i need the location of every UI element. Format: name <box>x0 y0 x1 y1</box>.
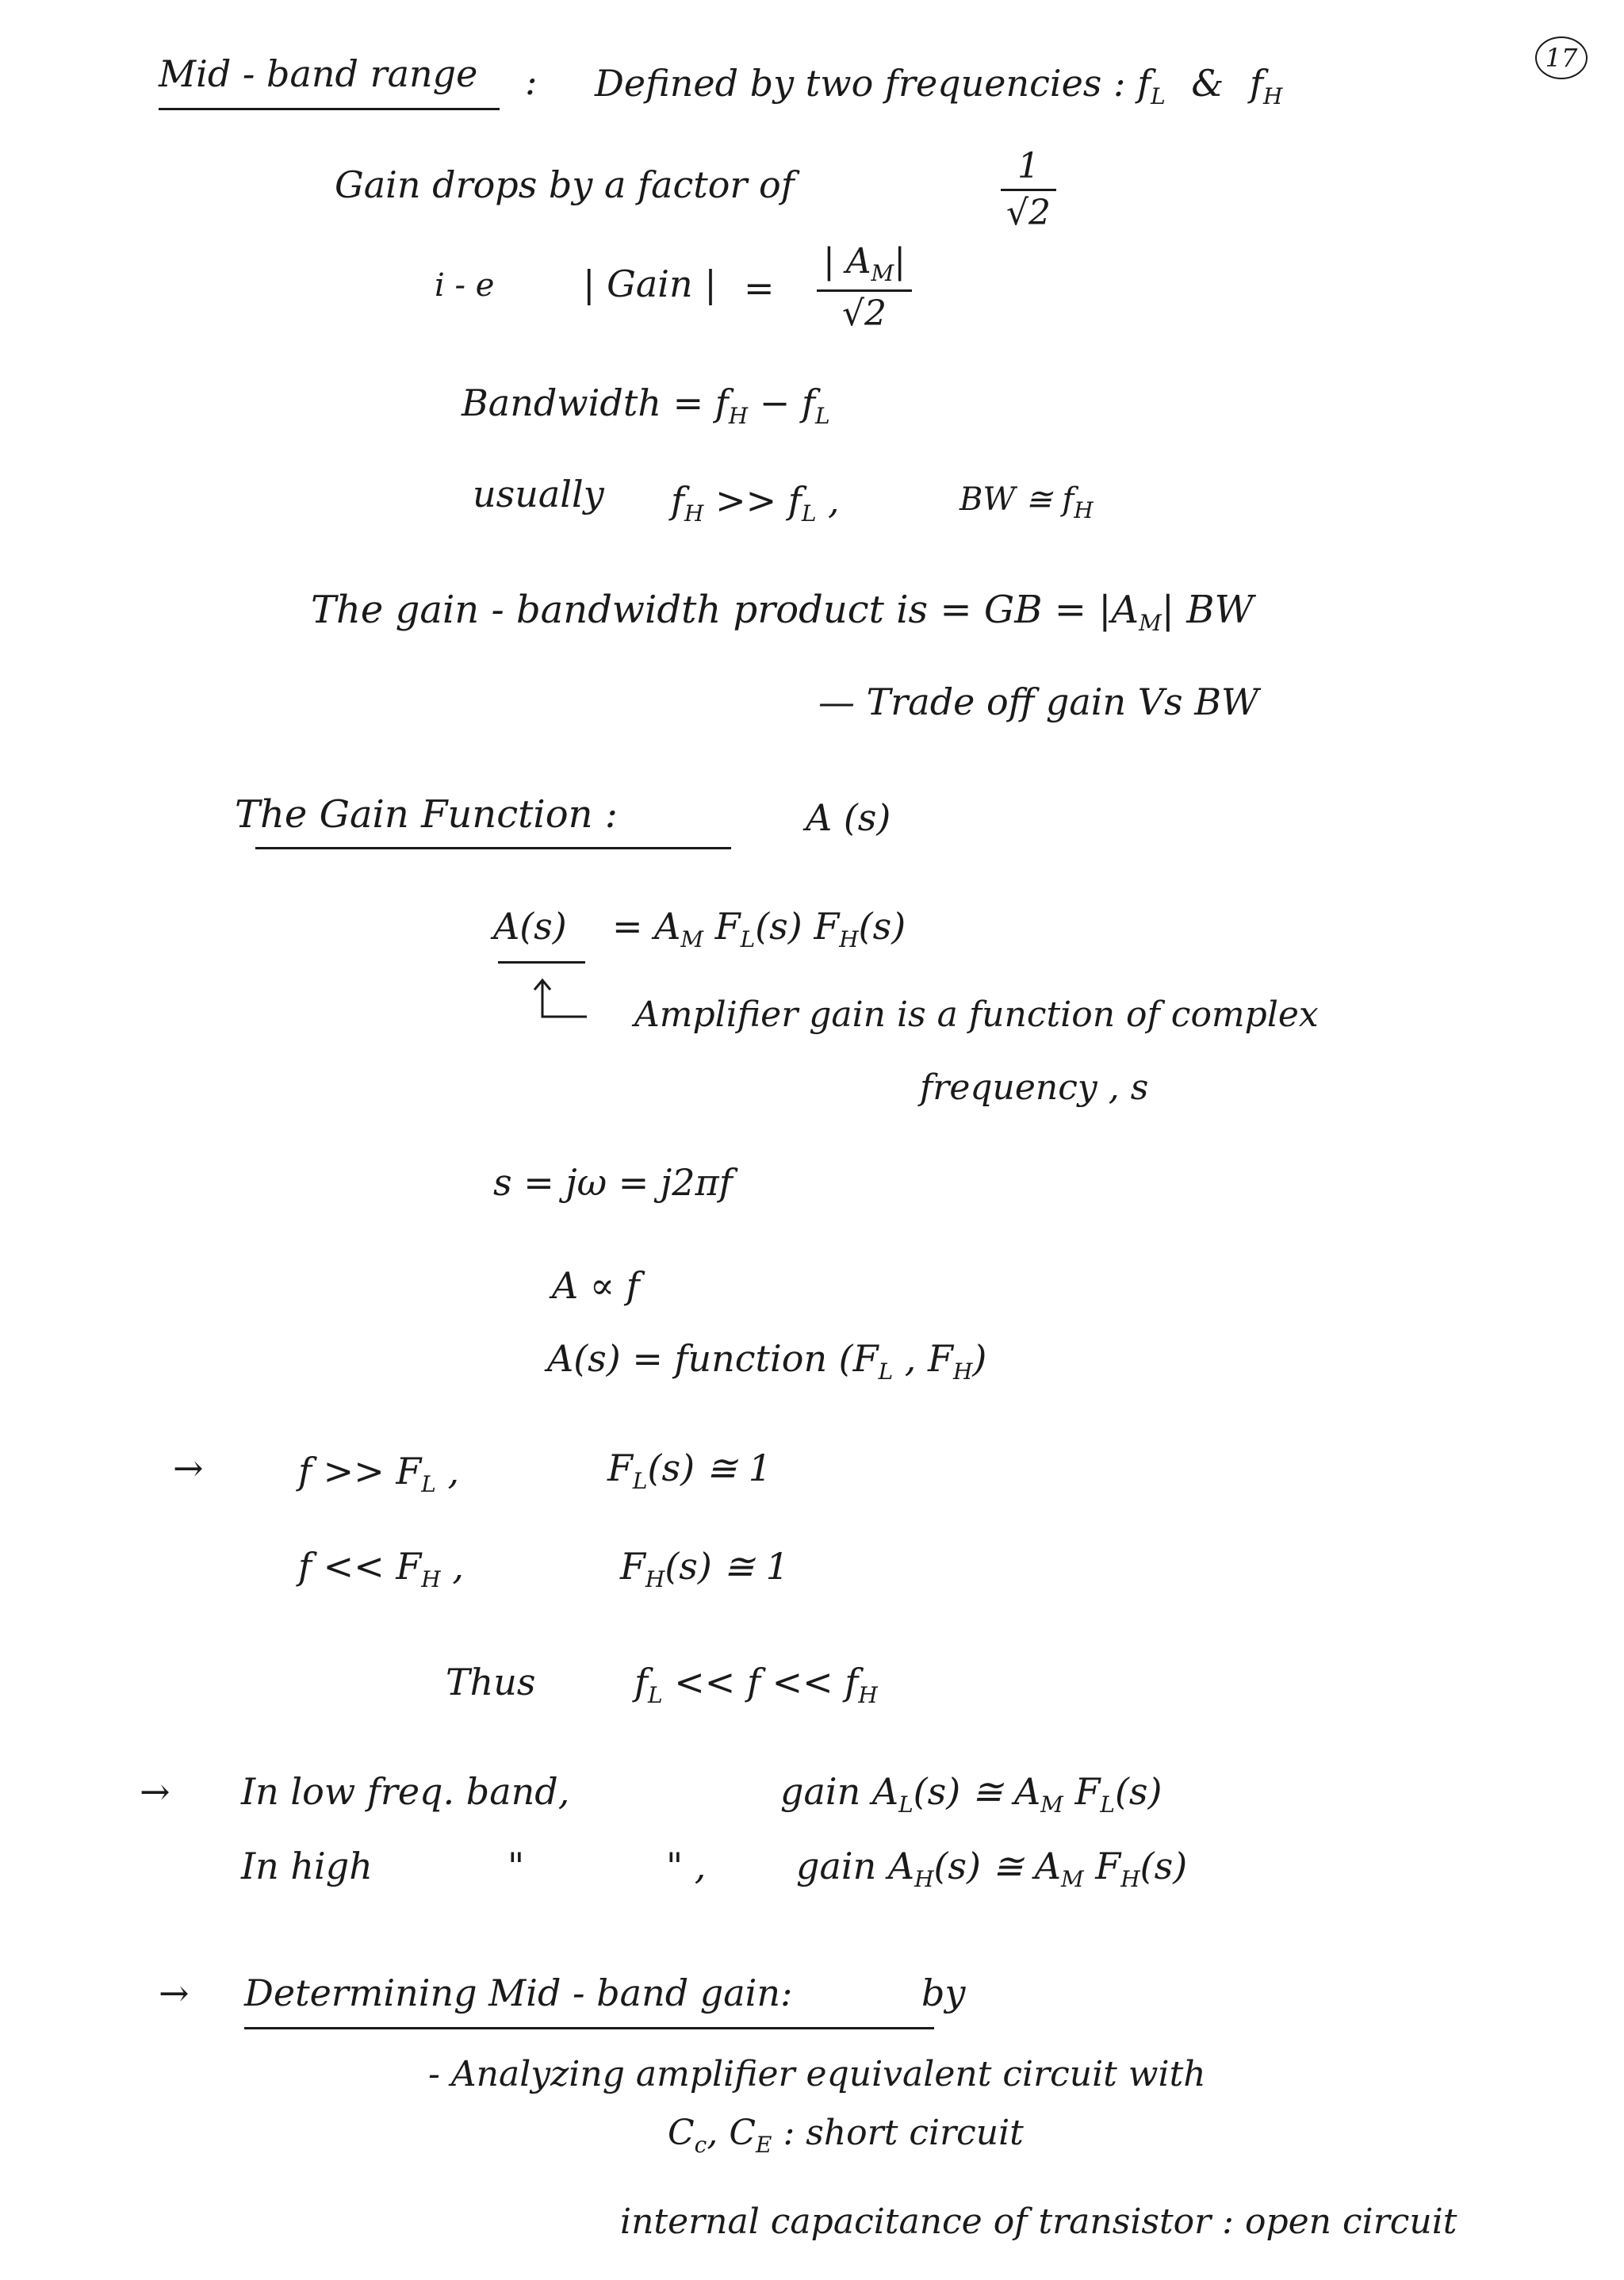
tradeoff-text: — Trade off gain Vs BW <box>818 680 1259 723</box>
low-gain-end: (s) <box>1114 1770 1162 1813</box>
as-rhs-f: F <box>703 905 741 948</box>
as-rhs-end: (s) <box>858 905 906 948</box>
cc-ce-short <box>668 2113 1024 2158</box>
gb-end: | BW <box>1161 588 1254 632</box>
bandwidth-text: Bandwidth = f <box>462 381 729 424</box>
low-gain-equation <box>780 1770 1162 1818</box>
bandwidth-equation <box>462 381 830 429</box>
f-ll-fh-comma: , <box>440 1545 464 1588</box>
as-equation-rhs <box>612 905 906 952</box>
as-rhs-a: = A <box>612 905 681 948</box>
bandwidth-minus: − f <box>748 381 815 424</box>
ce-sub: E <box>756 2132 772 2158</box>
high-gain-end: (s) <box>1139 1845 1188 1887</box>
as-rhs-sub-m: M <box>680 926 704 952</box>
as-underline <box>498 961 585 964</box>
determining-heading: Determining Mid - band gain: <box>244 1972 793 2014</box>
thus-expression <box>634 1661 878 1708</box>
bw-approx-text: BW ≅ f <box>959 481 1074 518</box>
usually-gg: >> f <box>703 479 802 522</box>
as-label: A(s) <box>493 905 567 948</box>
midband-definition <box>595 62 1283 109</box>
high-gain-equation <box>796 1845 1188 1892</box>
fraction1-denominator: √2 <box>1001 191 1056 231</box>
f-gg-fl-comma: , <box>435 1450 460 1493</box>
thus-mid: << f << f <box>662 1661 859 1703</box>
fl-approx-end: (s) ≅ 1 <box>647 1447 772 1489</box>
high-gain-sub-h2: H <box>1120 1866 1140 1892</box>
low-gain-sub-m: M <box>1040 1791 1063 1818</box>
f-gg-fl-sub: L <box>421 1471 436 1497</box>
high-gain-sub-h: H <box>914 1866 934 1892</box>
low-gain-sub-l2: L <box>1100 1791 1115 1818</box>
gain-function-as: A (s) <box>806 796 891 839</box>
low-gain-mid2: F <box>1063 1770 1101 1813</box>
bw-approx <box>959 481 1094 523</box>
as-function-sub-h: H <box>952 1358 973 1385</box>
midband-fh: f <box>1249 62 1263 105</box>
fh-approx-end: (s) ≅ 1 <box>665 1545 789 1588</box>
ditto-mark-1: " <box>508 1845 525 1887</box>
as-rhs-mid: (s) F <box>755 905 840 948</box>
usually-sub-h: H <box>684 500 704 527</box>
thus-fl: f <box>634 1661 649 1703</box>
as-function-mid: , F <box>893 1337 953 1380</box>
fraction-am-over-root2 <box>817 241 912 334</box>
fraction2-num-end: | <box>894 241 906 282</box>
as-function-end: ) <box>972 1337 987 1380</box>
gain-function-heading: The Gain Function : <box>235 792 618 837</box>
fh-approx-sub: H <box>645 1566 665 1592</box>
midband-fh-sub: H <box>1263 83 1283 109</box>
f-ll-fh <box>298 1545 464 1592</box>
high-gain-mid2: F <box>1083 1845 1121 1887</box>
gain-drops-text: Gain drops by a factor of <box>335 163 795 206</box>
high-gain-text: gain A <box>796 1845 915 1887</box>
as-rhs-sub-h: H <box>839 926 859 952</box>
cc-mid: , C <box>707 2113 756 2153</box>
midband-underline <box>159 108 500 110</box>
usually-expression <box>671 479 840 527</box>
high-gain-sub-m: M <box>1061 1866 1084 1892</box>
fraction2-radicand: 2 <box>864 290 887 334</box>
determining-by: by <box>921 1972 966 2014</box>
fraction1-radicand: 2 <box>1028 190 1051 233</box>
midband-fl-sub: L <box>1151 83 1166 109</box>
arrow-right-1: → <box>173 1447 204 1489</box>
as-function-text: A(s) = function (F <box>547 1337 879 1380</box>
bandwidth-sub-l: L <box>815 403 830 429</box>
high-gain-mid: (s) ≅ A <box>933 1845 1061 1887</box>
cc-sub: c <box>694 2132 707 2158</box>
midband-heading: Mid - band range <box>159 52 478 95</box>
fl-approx-f: F <box>607 1447 633 1489</box>
usually-sub-l: L <box>801 500 817 527</box>
gb-sub: M <box>1139 610 1162 636</box>
page-number: 17 <box>1535 36 1588 79</box>
midband-amp: & <box>1191 62 1224 105</box>
ie-text: i - e <box>435 267 495 304</box>
as-rhs-sub-l: L <box>740 926 756 952</box>
fraction2-denominator: √2 <box>817 292 912 331</box>
up-arrow-icon <box>533 977 588 1025</box>
arrow-right-2: → <box>140 1770 170 1813</box>
usually-text: usually <box>473 473 604 515</box>
f-ll-fh-text: f << F <box>298 1545 422 1588</box>
thus-text: Thus <box>446 1661 536 1703</box>
bandwidth-sub-h: H <box>728 403 749 429</box>
f-ll-fh-sub: H <box>421 1566 441 1592</box>
f-gg-fl <box>298 1450 460 1497</box>
as-function-sub-l: L <box>878 1358 894 1385</box>
fh-approx-f: F <box>620 1545 645 1588</box>
fraction2-num-sub: M <box>871 260 894 286</box>
fraction2-numerator <box>817 241 912 289</box>
usually-comma: , <box>816 479 840 522</box>
usually-fh: f <box>671 479 685 522</box>
ditto-mark-2: " , <box>666 1845 707 1887</box>
low-gain-text: gain A <box>780 1770 899 1813</box>
thus-sub-l: L <box>648 1682 663 1708</box>
fraction-one-over-root2 <box>1001 146 1056 233</box>
high-band-text: In high <box>241 1845 373 1887</box>
gain-bandwidth-product <box>311 588 1254 636</box>
gb-text: The gain - bandwidth product is = GB = |A <box>311 588 1139 632</box>
midband-definition-text: Defined by two frequencies : f <box>595 62 1151 105</box>
low-gain-mid: (s) ≅ A <box>913 1770 1041 1813</box>
internal-capacitance: internal capacitance of transistor : open circuit <box>620 2201 1457 2242</box>
arrow-right-3: → <box>159 1972 190 2014</box>
low-gain-sub-l: L <box>898 1791 914 1818</box>
gain-abs: | Gain | <box>583 262 717 305</box>
cc-text: C <box>668 2113 695 2153</box>
amp-gain-note-2: frequency , s <box>920 1067 1149 1108</box>
a-proportional: A ∝ f <box>552 1264 640 1307</box>
equals-sign-1: = <box>744 266 775 309</box>
determining-underline <box>244 2027 934 2029</box>
amp-gain-note: Amplifier gain is a function of complex <box>634 994 1319 1035</box>
midband-colon: : <box>525 60 538 103</box>
fraction2-num-a: | A <box>822 241 871 282</box>
as-function <box>547 1337 987 1385</box>
f-gg-fl-text: f >> F <box>298 1450 422 1493</box>
low-band-text: In low freq. band, <box>241 1770 570 1813</box>
s-equation: s = jω = j2πf <box>493 1161 733 1204</box>
fraction1-numerator: 1 <box>1017 146 1040 186</box>
analyzing-text: - Analyzing amplifier equivalent circuit with <box>428 2054 1206 2094</box>
fl-approx-sub: L <box>632 1468 648 1494</box>
thus-sub-h: H <box>858 1682 878 1708</box>
cc-end: : short circuit <box>772 2113 1024 2153</box>
fl-approx <box>607 1447 772 1494</box>
bw-approx-sub: H <box>1074 497 1094 523</box>
gain-function-underline <box>255 847 731 849</box>
fh-approx <box>620 1545 789 1592</box>
